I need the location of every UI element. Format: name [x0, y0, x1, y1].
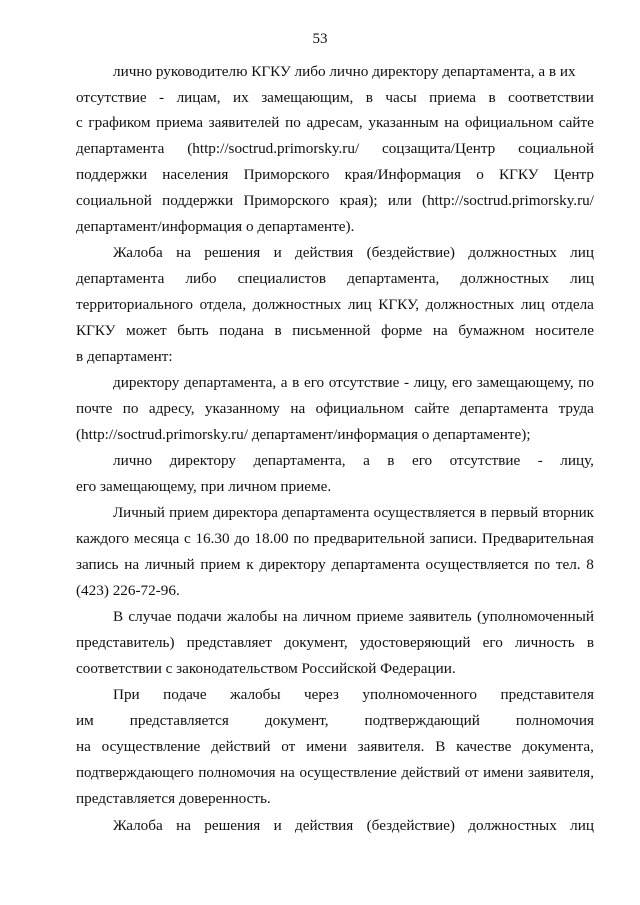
word: директору	[113, 374, 180, 391]
word: должностных	[460, 270, 550, 287]
word: к	[246, 556, 254, 573]
word: Предварительная	[481, 530, 594, 547]
word: его	[452, 374, 473, 391]
word: месяца	[133, 530, 180, 547]
text-line: соответствии с законодательством Российской Федерации.	[76, 660, 456, 677]
word: на	[432, 322, 448, 339]
word: подтверждающий	[364, 712, 480, 729]
word: почте	[76, 400, 113, 417]
word: заявителя.	[357, 738, 425, 755]
word: представитель)	[76, 634, 175, 651]
word: указанным	[368, 114, 439, 131]
text-line	[76, 270, 594, 288]
word: осуществление	[299, 765, 397, 781]
text-line	[76, 556, 594, 574]
word: 16.30	[195, 530, 230, 547]
word: -	[159, 89, 165, 106]
word: на	[176, 244, 191, 261]
word: и	[273, 817, 282, 834]
word: полномочия	[515, 712, 594, 729]
word: В	[113, 608, 124, 625]
word: либо	[185, 270, 217, 287]
word: соответствии	[508, 89, 594, 106]
word: труда	[558, 400, 594, 417]
word: носителе	[535, 322, 594, 339]
word: в	[586, 634, 594, 651]
word: личность	[514, 634, 575, 651]
word: качестве	[456, 738, 512, 755]
word: должностных	[425, 296, 515, 313]
page-number: 53	[312, 31, 328, 47]
text-line: (http://soctrud.primorsky.ru/ департамент/информация о департаменте);	[76, 426, 531, 443]
word: КГКУ	[76, 322, 116, 339]
word: Жалоба	[113, 244, 163, 261]
word: первый	[490, 505, 539, 521]
word: на	[280, 765, 295, 781]
word: лиц	[570, 817, 594, 834]
word: в	[274, 322, 282, 339]
word: департамента	[282, 505, 370, 521]
text-line	[76, 764, 594, 782]
word: на	[176, 817, 191, 834]
word: (бездействие)	[366, 244, 455, 261]
word: а	[280, 374, 288, 391]
word: подана	[219, 322, 264, 339]
word: полномочия	[198, 765, 276, 781]
word: документ,	[264, 712, 329, 729]
word: Центр	[553, 166, 594, 183]
word: Жалоба	[113, 817, 163, 834]
text-line: в департамент:	[76, 348, 173, 365]
word: лицам,	[176, 89, 221, 106]
word: по	[285, 114, 301, 131]
text-line	[76, 166, 594, 184]
word: с	[183, 530, 191, 547]
word: в	[292, 374, 300, 391]
word: форме	[381, 322, 423, 339]
word: соцзащита/Центр	[382, 140, 496, 157]
word: отдела	[551, 296, 594, 313]
word: департамента	[459, 400, 549, 417]
word: представляется	[129, 712, 229, 729]
word: предварительной	[313, 530, 425, 547]
text-line	[76, 712, 594, 730]
word: поддержки	[162, 192, 234, 209]
word: документа,	[522, 738, 594, 755]
text-line	[113, 452, 594, 470]
word: его	[411, 452, 433, 469]
word: лиц	[570, 270, 594, 287]
word: социальной	[518, 140, 594, 157]
word: представителя	[500, 686, 594, 703]
word: (уполномоченный	[476, 608, 594, 625]
word: осуществляется	[425, 556, 529, 573]
word: может	[126, 322, 167, 339]
text-line	[113, 244, 594, 262]
text-line	[76, 400, 594, 418]
word: заявителей	[208, 114, 280, 131]
word: в	[387, 452, 395, 469]
word: лиц	[347, 296, 372, 313]
text-line: его замещающему, при личном приеме.	[76, 478, 332, 495]
text-line	[76, 296, 594, 314]
word: подтверждающего	[76, 765, 194, 781]
word: от	[464, 765, 479, 781]
word: представляет	[186, 634, 272, 651]
word: каждого	[76, 530, 130, 547]
text-line	[76, 114, 594, 132]
word: должностных	[252, 296, 342, 313]
word: действий	[211, 738, 271, 755]
word: отсутствие	[76, 89, 147, 106]
word: департамента	[76, 270, 165, 287]
text-line	[76, 89, 594, 107]
word: При	[113, 686, 140, 703]
word: на	[444, 114, 460, 131]
text-line: представляется доверенность.	[76, 790, 271, 807]
text-line: (423) 226-72-96.	[76, 582, 180, 599]
word: заявитель	[408, 608, 472, 625]
word: по	[534, 556, 551, 573]
word: часы	[385, 89, 417, 106]
word: территориального	[76, 296, 193, 313]
word: а	[363, 452, 370, 469]
text-line	[76, 140, 594, 158]
text-line: лично руководителю КГКУ либо лично директору департамента, а в их	[113, 63, 576, 80]
word: края/Информация	[344, 166, 461, 183]
word: приема	[156, 114, 203, 131]
word: прием	[169, 505, 209, 521]
word: записи.	[429, 530, 478, 547]
word: уполномоченного	[362, 686, 477, 703]
word: КГКУ	[498, 166, 539, 183]
word: указанному	[204, 400, 280, 417]
text-line	[113, 504, 594, 522]
word: в	[365, 89, 373, 106]
word: сайте	[558, 114, 594, 131]
text-line	[113, 817, 594, 835]
word: лиц	[570, 244, 594, 261]
word: социальной	[76, 192, 152, 209]
word: действия	[295, 244, 354, 261]
word: бумажном	[458, 322, 525, 339]
word: лицу,	[560, 452, 594, 469]
word: департамента	[76, 140, 165, 157]
word: на	[76, 738, 91, 755]
word: жалобы	[230, 686, 281, 703]
word: решения	[204, 817, 261, 834]
word: (http://soctrud.primorsky.ru/	[187, 140, 360, 157]
word: департамента,	[253, 452, 346, 469]
word: графиком	[88, 114, 151, 131]
word: должностных	[468, 817, 557, 834]
word: Личный	[113, 505, 165, 521]
word: случае	[128, 608, 172, 625]
word: прием	[200, 556, 241, 573]
text-line	[113, 374, 594, 392]
word: заявителя,	[528, 765, 594, 781]
text-line	[76, 322, 594, 340]
word: имени	[306, 738, 347, 755]
word: 18.00	[254, 530, 289, 547]
word: удостоверяющий	[359, 634, 471, 651]
word: письменной	[292, 322, 371, 339]
word: по	[293, 530, 310, 547]
word: населения	[162, 166, 229, 183]
word: отдела,	[199, 296, 247, 313]
word: тел.	[555, 556, 581, 573]
word: (бездействие)	[366, 817, 455, 834]
word: осуществление	[101, 738, 201, 755]
word: Приморского	[243, 166, 330, 183]
word: до	[234, 530, 250, 547]
word: департамента,	[184, 374, 277, 391]
word: по	[122, 400, 139, 417]
word: адресам,	[306, 114, 363, 131]
word: с	[76, 114, 83, 131]
word: -	[403, 374, 410, 391]
text-line	[113, 686, 594, 704]
word: директору	[259, 556, 326, 573]
text-line: департамент/информация о департаменте).	[76, 218, 355, 235]
text-line	[76, 634, 594, 652]
word: им	[76, 712, 94, 729]
word: приеме	[356, 608, 404, 625]
word: отсутствие	[328, 374, 400, 391]
word: замещающему,	[476, 374, 574, 391]
word: его	[482, 634, 503, 651]
word: их	[233, 89, 249, 106]
word: 8	[586, 556, 594, 573]
word: подаче	[163, 686, 207, 703]
word: на	[290, 400, 306, 417]
text-line	[76, 738, 594, 756]
word: директору	[169, 452, 236, 469]
word: -	[537, 452, 543, 469]
word: сайте	[414, 400, 450, 417]
word: решения	[204, 244, 261, 261]
word: поддержки	[76, 166, 148, 183]
word: КГКУ,	[378, 296, 420, 313]
word: на	[282, 608, 298, 625]
word: (http://soctrud.primorsky.ru/	[422, 192, 594, 209]
word: официальном	[464, 114, 554, 131]
word: лично	[113, 452, 153, 469]
word: и	[273, 244, 282, 261]
word: департамента	[331, 556, 420, 573]
word: документ,	[283, 634, 348, 651]
word: должностных	[468, 244, 557, 261]
word: имени	[483, 765, 524, 781]
word: или	[387, 192, 412, 209]
word: личный	[144, 556, 195, 573]
text-line	[113, 608, 594, 626]
word: лиц	[520, 296, 545, 313]
word: адресу,	[148, 400, 195, 417]
word: о	[476, 166, 484, 183]
word: по	[578, 374, 594, 391]
word: края);	[339, 192, 378, 209]
word: через	[304, 686, 339, 703]
word: лицу,	[413, 374, 448, 391]
word: департамента,	[347, 270, 440, 287]
word: приема	[429, 89, 476, 106]
word: запись	[76, 556, 119, 573]
word: В	[435, 738, 446, 755]
word: в	[479, 505, 487, 521]
word: действий	[401, 765, 461, 781]
word: личном	[302, 608, 352, 625]
word: жалобы	[226, 608, 278, 625]
word: действия	[295, 817, 354, 834]
word: его	[303, 374, 325, 391]
text-line	[76, 192, 594, 210]
text-line	[76, 530, 594, 548]
word: специалистов	[237, 270, 327, 287]
word: подачи	[176, 608, 222, 625]
word: официальном	[315, 400, 404, 417]
word: осуществляется	[373, 505, 476, 521]
word: быть	[177, 322, 209, 339]
word: директора	[213, 505, 278, 521]
word: в	[488, 89, 496, 106]
word: замещающим,	[261, 89, 354, 106]
word: отсутствие	[449, 452, 521, 469]
word: на	[124, 556, 140, 573]
word: Приморского	[243, 192, 330, 209]
word: вторник	[542, 505, 594, 521]
word: от	[281, 738, 296, 755]
